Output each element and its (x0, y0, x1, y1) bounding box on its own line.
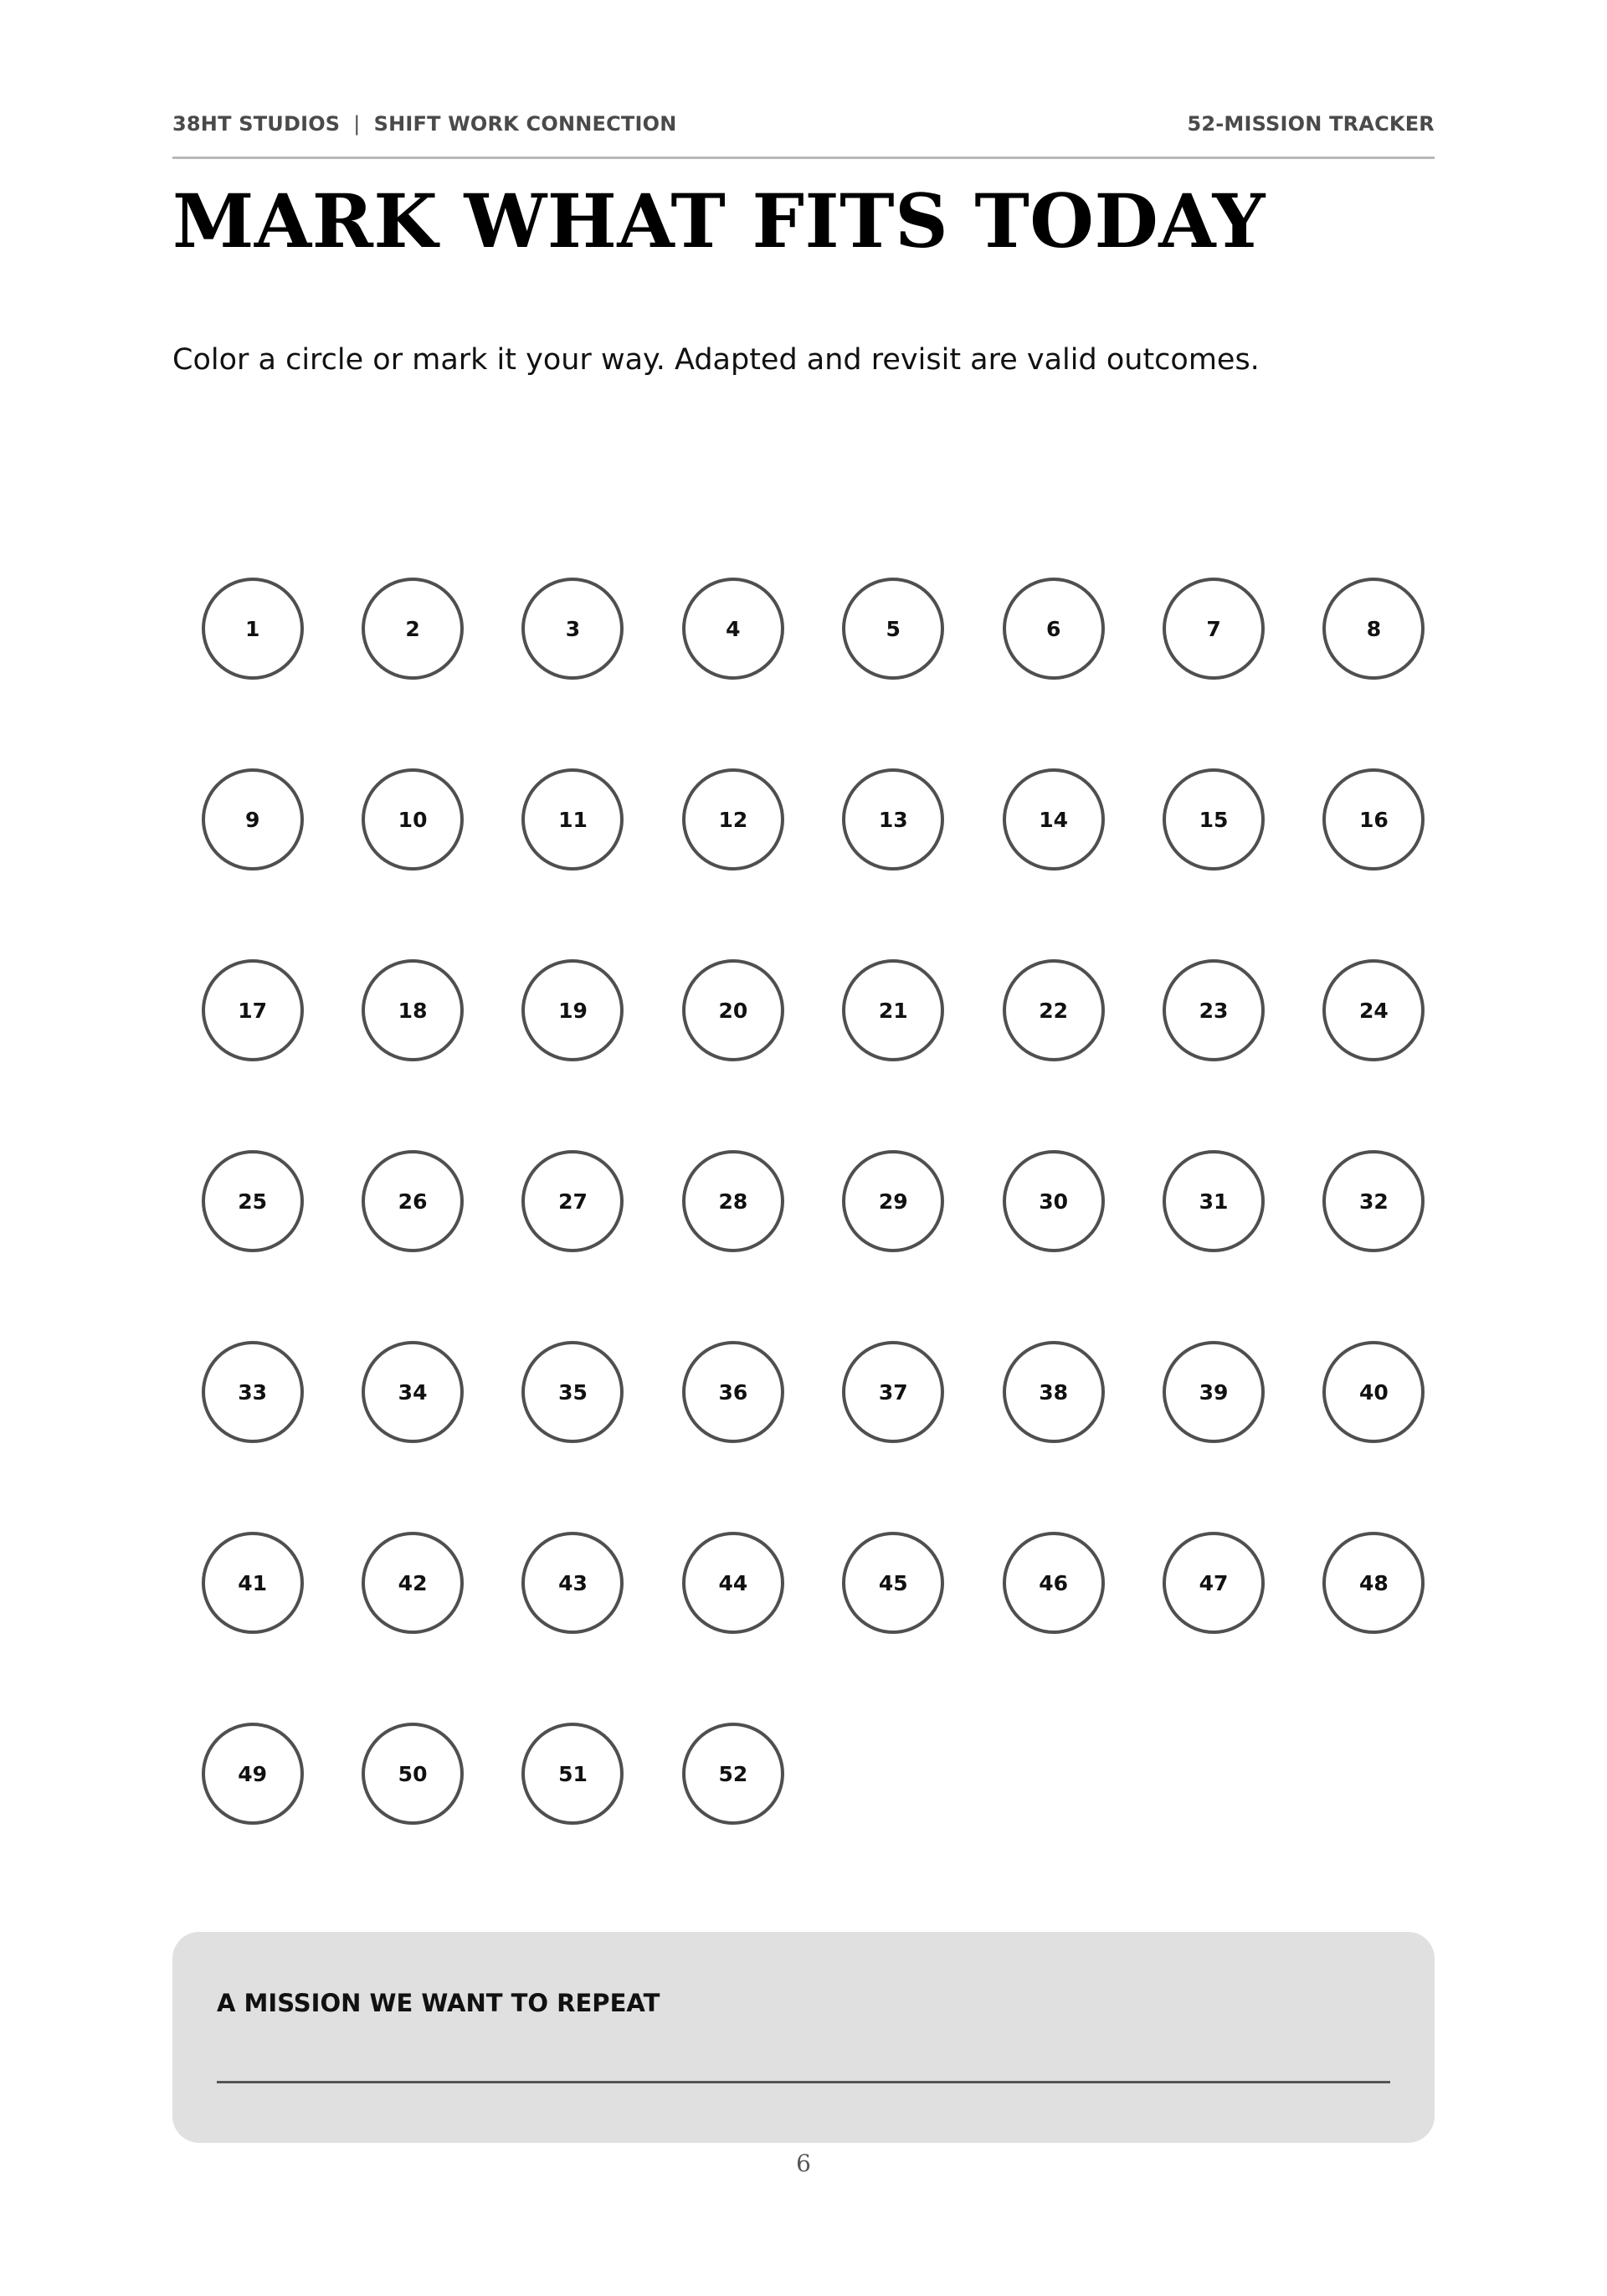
mission-circle-20[interactable]: 20 (682, 959, 784, 1061)
mission-circle-26[interactable]: 26 (362, 1150, 464, 1252)
mission-circle-45[interactable]: 45 (842, 1532, 944, 1634)
mission-cell (653, 578, 813, 768)
mission-cell (332, 578, 492, 768)
mission-cell (1294, 1341, 1454, 1532)
mission-cell (493, 578, 653, 768)
mission-cell (1294, 1532, 1454, 1723)
mission-cell (172, 1341, 332, 1532)
mission-cell (973, 1150, 1133, 1341)
mission-cell (493, 959, 653, 1150)
page-header (172, 109, 1435, 159)
mission-circle-49[interactable]: 49 (202, 1723, 304, 1825)
mission-cell (1294, 578, 1454, 768)
mission-cell (814, 1532, 973, 1723)
mission-circle-36[interactable]: 36 (682, 1341, 784, 1443)
page-title: MARK WHAT FITS TODAY (172, 177, 1266, 265)
page-instructions: Color a circle or mark it your way. Adapted and revisit are valid outcomes. (172, 343, 1260, 377)
mission-circle-21[interactable]: 21 (842, 959, 944, 1061)
mission-cell (653, 1723, 813, 1913)
mission-cell (814, 1341, 973, 1532)
mission-cell (1133, 959, 1293, 1150)
mission-cell (973, 1532, 1133, 1723)
mission-cell (814, 1150, 973, 1341)
mission-cell (493, 1532, 653, 1723)
mission-circle-14[interactable]: 14 (1003, 768, 1105, 871)
mission-circle-52[interactable]: 52 (682, 1723, 784, 1825)
mission-cell (1133, 1341, 1293, 1532)
mission-circle-1[interactable]: 1 (202, 578, 304, 680)
mission-cell (172, 578, 332, 768)
mission-circle-4[interactable]: 4 (682, 578, 784, 680)
mission-cell (1133, 578, 1293, 768)
mission-circle-33[interactable]: 33 (202, 1341, 304, 1443)
mission-circle-10[interactable]: 10 (362, 768, 464, 871)
mission-circle-48[interactable]: 48 (1322, 1532, 1425, 1634)
header-separator: | (353, 112, 361, 136)
mission-cell (493, 1150, 653, 1341)
mission-circle-24[interactable]: 24 (1322, 959, 1425, 1061)
mission-circle-15[interactable]: 15 (1163, 768, 1265, 871)
mission-cell (973, 1341, 1133, 1532)
mission-circle-27[interactable]: 27 (521, 1150, 624, 1252)
mission-circle-3[interactable]: 3 (521, 578, 624, 680)
mission-circle-44[interactable]: 44 (682, 1532, 784, 1634)
mission-circle-17[interactable]: 17 (202, 959, 304, 1061)
mission-circle-41[interactable]: 41 (202, 1532, 304, 1634)
mission-circle-51[interactable]: 51 (521, 1723, 624, 1825)
mission-circle-30[interactable]: 30 (1003, 1150, 1105, 1252)
mission-cell (493, 1341, 653, 1532)
repeat-mission-write-line[interactable] (217, 2081, 1390, 2083)
mission-circle-13[interactable]: 13 (842, 768, 944, 871)
header-brand (172, 112, 677, 136)
mission-cell (172, 768, 332, 959)
mission-circle-31[interactable]: 31 (1163, 1150, 1265, 1252)
mission-circle-2[interactable]: 2 (362, 578, 464, 680)
mission-circle-16[interactable]: 16 (1322, 768, 1425, 871)
mission-circle-34[interactable]: 34 (362, 1341, 464, 1443)
mission-cell (653, 768, 813, 959)
mission-cell (653, 1150, 813, 1341)
mission-cell (332, 1341, 492, 1532)
mission-circle-37[interactable]: 37 (842, 1341, 944, 1443)
mission-cell (172, 1532, 332, 1723)
mission-circle-38[interactable]: 38 (1003, 1341, 1105, 1443)
page-number: 6 (796, 2150, 811, 2177)
mission-cell (1294, 1150, 1454, 1341)
mission-cell (332, 1150, 492, 1341)
mission-cell (172, 1150, 332, 1341)
mission-cell (1294, 959, 1454, 1150)
mission-cell (172, 1723, 332, 1913)
mission-cell (973, 959, 1133, 1150)
mission-cell (332, 1723, 492, 1913)
mission-circle-12[interactable]: 12 (682, 768, 784, 871)
mission-cell (332, 768, 492, 959)
mission-circle-19[interactable]: 19 (521, 959, 624, 1061)
mission-circle-46[interactable]: 46 (1003, 1532, 1105, 1634)
mission-circle-28[interactable]: 28 (682, 1150, 784, 1252)
mission-circle-50[interactable]: 50 (362, 1723, 464, 1825)
mission-cell (653, 1341, 813, 1532)
repeat-mission-label: A MISSION WE WANT TO REPEAT (217, 1989, 660, 2017)
mission-cell (814, 959, 973, 1150)
mission-cell (653, 959, 813, 1150)
mission-circle-39[interactable]: 39 (1163, 1341, 1265, 1443)
mission-cell (493, 1723, 653, 1913)
mission-circle-5[interactable]: 5 (842, 578, 944, 680)
mission-circle-29[interactable]: 29 (842, 1150, 944, 1252)
mission-cell (172, 959, 332, 1150)
repeat-mission-panel (172, 1932, 1435, 2143)
mission-circle-6[interactable]: 6 (1003, 578, 1105, 680)
mission-cell (1133, 1150, 1293, 1341)
mission-cell (1133, 1532, 1293, 1723)
mission-circle-22[interactable]: 22 (1003, 959, 1105, 1061)
mission-circle-18[interactable]: 18 (362, 959, 464, 1061)
mission-circle-23[interactable]: 23 (1163, 959, 1265, 1061)
mission-circle-42[interactable]: 42 (362, 1532, 464, 1634)
header-series: SHIFT WORK CONNECTION (373, 112, 677, 136)
mission-cell (1294, 768, 1454, 959)
mission-circle-8[interactable]: 8 (1322, 578, 1425, 680)
mission-circle-47[interactable]: 47 (1163, 1532, 1265, 1634)
mission-circle-35[interactable]: 35 (521, 1341, 624, 1443)
mission-cell (332, 1532, 492, 1723)
mission-cell (973, 578, 1133, 768)
mission-cell (332, 959, 492, 1150)
mission-cell (1133, 768, 1293, 959)
mission-cell (973, 768, 1133, 959)
mission-cell (814, 578, 973, 768)
mission-circle-25[interactable]: 25 (202, 1150, 304, 1252)
mission-tracker-grid (172, 578, 1435, 1913)
mission-cell (493, 768, 653, 959)
header-studio: 38HT STUDIOS (172, 112, 341, 136)
mission-circle-32[interactable]: 32 (1322, 1150, 1425, 1252)
mission-circle-40[interactable]: 40 (1322, 1341, 1425, 1443)
header-tracker-name: 52-MISSION TRACKER (1187, 112, 1435, 136)
mission-circle-43[interactable]: 43 (521, 1532, 624, 1634)
mission-cell (653, 1532, 813, 1723)
mission-circle-9[interactable]: 9 (202, 768, 304, 871)
mission-cell (814, 768, 973, 959)
mission-circle-11[interactable]: 11 (521, 768, 624, 871)
mission-circle-7[interactable]: 7 (1163, 578, 1265, 680)
